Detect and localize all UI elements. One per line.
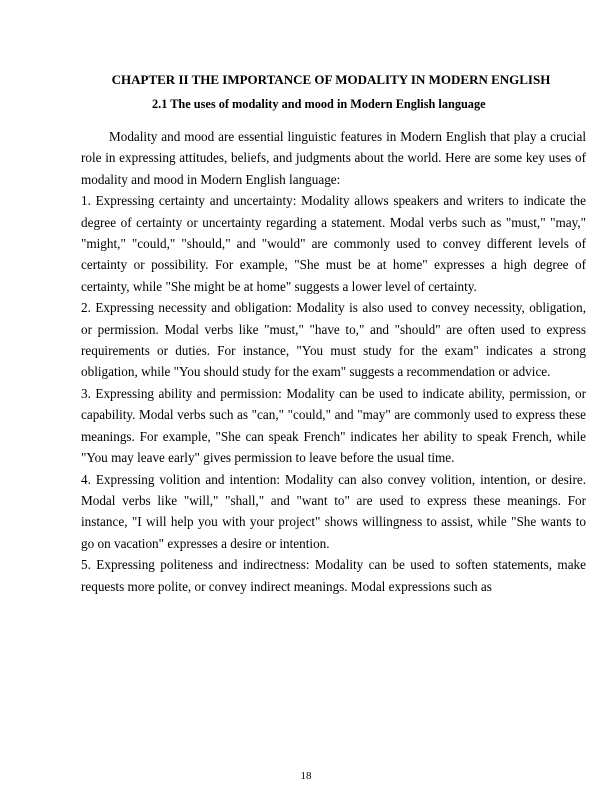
paragraph-volition: 4. Expressing volition and intention: Modality can also convey volition, intention, or desire. Modal verbs like "will," "shall," and "want to" are used to express these meanings. For instance, "I will help you with your project" shows willingness to assist, while "She wants to go on vacation" expresses a desire or intention. <box>81 471 586 551</box>
chapter-title: CHAPTER II THE IMPORTANCE OF MODALITY IN MODERN ENGLISH <box>111 72 551 87</box>
paragraph-intro: Modality and mood are essential linguistic features in Modern English that play a crucial role in expressing attitudes, beliefs, and judgments about the world. Here are some key uses of modality and mood in Modern English language: <box>81 129 586 187</box>
page-number: 18 <box>300 770 312 782</box>
paragraph-politeness: 5. Expressing politeness and indirectness: Modality can be used to soften statements, make requests more polite, or convey indirect meanings. Modal expressions such as <box>81 557 586 594</box>
paragraph-necessity: 2. Expressing necessity and obligation: Modality is also used to convey necessity, obligation, or permission. Modal verbs like "must," "have to," and "should" are often used to express requirements or duties. For instance, "You must study for the exam" indicates a strong obligation, while "You should study for the exam" suggests a recommendation or advice. <box>81 300 586 380</box>
paragraph-ability: 3. Expressing ability and permission: Modality can be used to indicate ability, permission, or capability. Modal verbs such as "can," "could," and "may" are commonly used to express these meanings. For example, "She can speak French" indicates her ability to speak French, while "You may leave early" gives permission to leave before the usual time. <box>81 385 586 466</box>
section-title: 2.1 The uses of modality and mood in Modern English language <box>152 97 486 111</box>
body-text <box>81 126 586 597</box>
paragraph-certainty: 1. Expressing certainty and uncertainty: Modality allows speakers and writers to indicate the degree of certainty or uncertainty regarding a statement. Modal verbs such as "must," "may," "might," "could," "should," and "would" are commonly used to convey different levels of certainty or possibility. For example, "She must be at home" expresses a high degree of certainty, while "She might be at home" suggests a lower level of certainty. <box>81 193 586 294</box>
